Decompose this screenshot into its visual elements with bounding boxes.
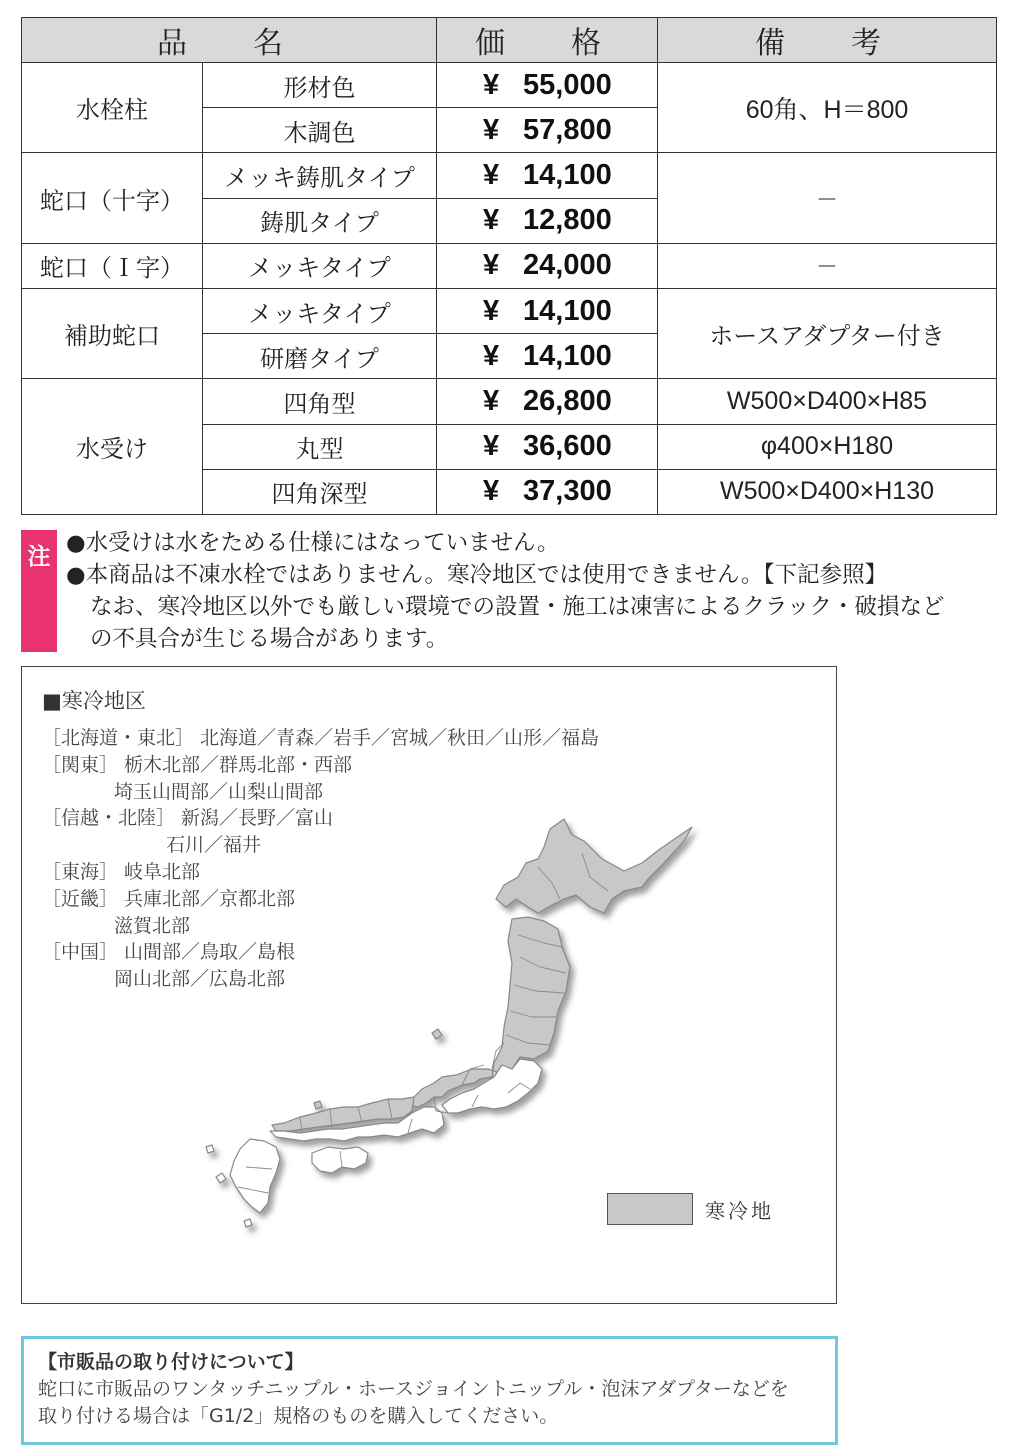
table-row [22,153,997,198]
table-row [22,288,997,333]
note-line: なお、寒冷地区以外でも厳しい環境での設置・施工は凍害によるクラック・破損など [90,594,945,620]
legend-swatch-cold [607,1193,693,1225]
product-group-name: 補助蛇口 [22,288,203,378]
product-variant: 鋳肌タイプ [203,198,437,243]
product-price: ¥ 14,100 [437,288,658,333]
region-line: ［中国］ 山間部／鳥取／島根 [42,941,296,964]
product-price: ¥ 37,300 [437,469,658,514]
map-legend [607,1193,774,1225]
product-remarks: 60角、H＝800 [658,63,997,153]
region-line: 岡山北部／広島北部 [114,968,286,991]
region-line: 滋賀北部 [114,914,191,937]
product-remarks: W500×D400×H130 [658,469,997,514]
cold-region-map-box [21,666,837,1304]
table-row [22,379,997,424]
table-header-row [22,18,997,63]
product-price: ¥ 12,800 [437,198,658,243]
info-box-title: 【市販品の取り付けについて】 [38,1351,304,1373]
product-price: ¥ 55,000 [437,63,658,108]
info-box-line: 取り付ける場合は「G1/2」規格のものを購入してください。 [38,1405,559,1427]
product-group-name: 蛇口（十字） [22,153,203,243]
product-remarks: － [658,243,997,288]
header-product-name: 品 名 [22,18,437,63]
product-price: ¥ 57,800 [437,108,658,153]
product-variant: 四角型 [203,379,437,424]
region-line: 石川／福井 [166,834,262,857]
notes-block [66,527,1006,655]
product-variant: メッキ鋳肌タイプ [203,153,437,198]
map-region-tohoku [408,917,570,1107]
japan-map [172,807,772,1247]
table-row [22,63,997,108]
product-variant: 形材色 [203,63,437,108]
info-box-line: 蛇口に市販品のワンタッチニップル・ホースジョイントニップル・泡沫アダプターなどを [38,1378,789,1400]
cold-region-heading: ■寒冷地区 [42,689,146,713]
note-line: ●本商品は不凍水栓ではありません。寒冷地区では使用できません。【下記参照】 [66,562,888,588]
legend-label: 寒冷地 [705,1198,774,1223]
header-price: 価 格 [437,18,658,63]
product-price: ¥ 14,100 [437,153,658,198]
map-region-hokkaido [496,819,692,913]
product-price: ¥ 14,100 [437,334,658,379]
table-row [22,243,997,288]
product-group-name: 水受け [22,379,203,515]
product-remarks: － [658,153,997,243]
product-group-name: 水栓柱 [22,63,203,153]
product-variant: 四角深型 [203,469,437,514]
region-line: ［東海］ 岐阜北部 [42,860,201,883]
product-variant: 研磨タイプ [203,334,437,379]
product-remarks: ホースアダプター付き [658,288,997,378]
map-region-shikoku [312,1147,368,1173]
region-line: ［関東］ 栃木北部／群馬北部・西部 [42,753,353,776]
price-table [21,17,997,515]
product-variant: メッキタイプ [203,243,437,288]
header-remarks: 備 考 [658,18,997,63]
product-price: ¥ 24,000 [437,243,658,288]
note-line: の不具合が生じる場合があります。 [90,626,449,652]
product-remarks: W500×D400×H85 [658,379,997,424]
product-remarks: φ400×H180 [658,424,997,469]
note-badge: 注 [21,530,57,652]
map-region-kyushu [230,1139,280,1213]
product-group-name: 蛇口（Ｉ字） [22,243,203,288]
product-variant: 丸型 [203,424,437,469]
region-line: 埼玉山間部／山梨山間部 [114,780,324,803]
region-line: ［信越・北陸］ 新潟／長野／富山 [42,807,334,830]
product-price: ¥ 26,800 [437,379,658,424]
aftermarket-info-box [21,1336,838,1445]
region-line: ［近畿］ 兵庫北部／京都北部 [42,887,296,910]
product-variant: 木調色 [203,108,437,153]
region-line: ［北海道・東北］ 北海道／青森／岩手／宮城／秋田／山形／福島 [42,727,600,749]
product-variant: メッキタイプ [203,288,437,333]
product-price: ¥ 36,600 [437,424,658,469]
note-line: ●水受けは水をためる仕様にはなっていません。 [66,530,560,556]
